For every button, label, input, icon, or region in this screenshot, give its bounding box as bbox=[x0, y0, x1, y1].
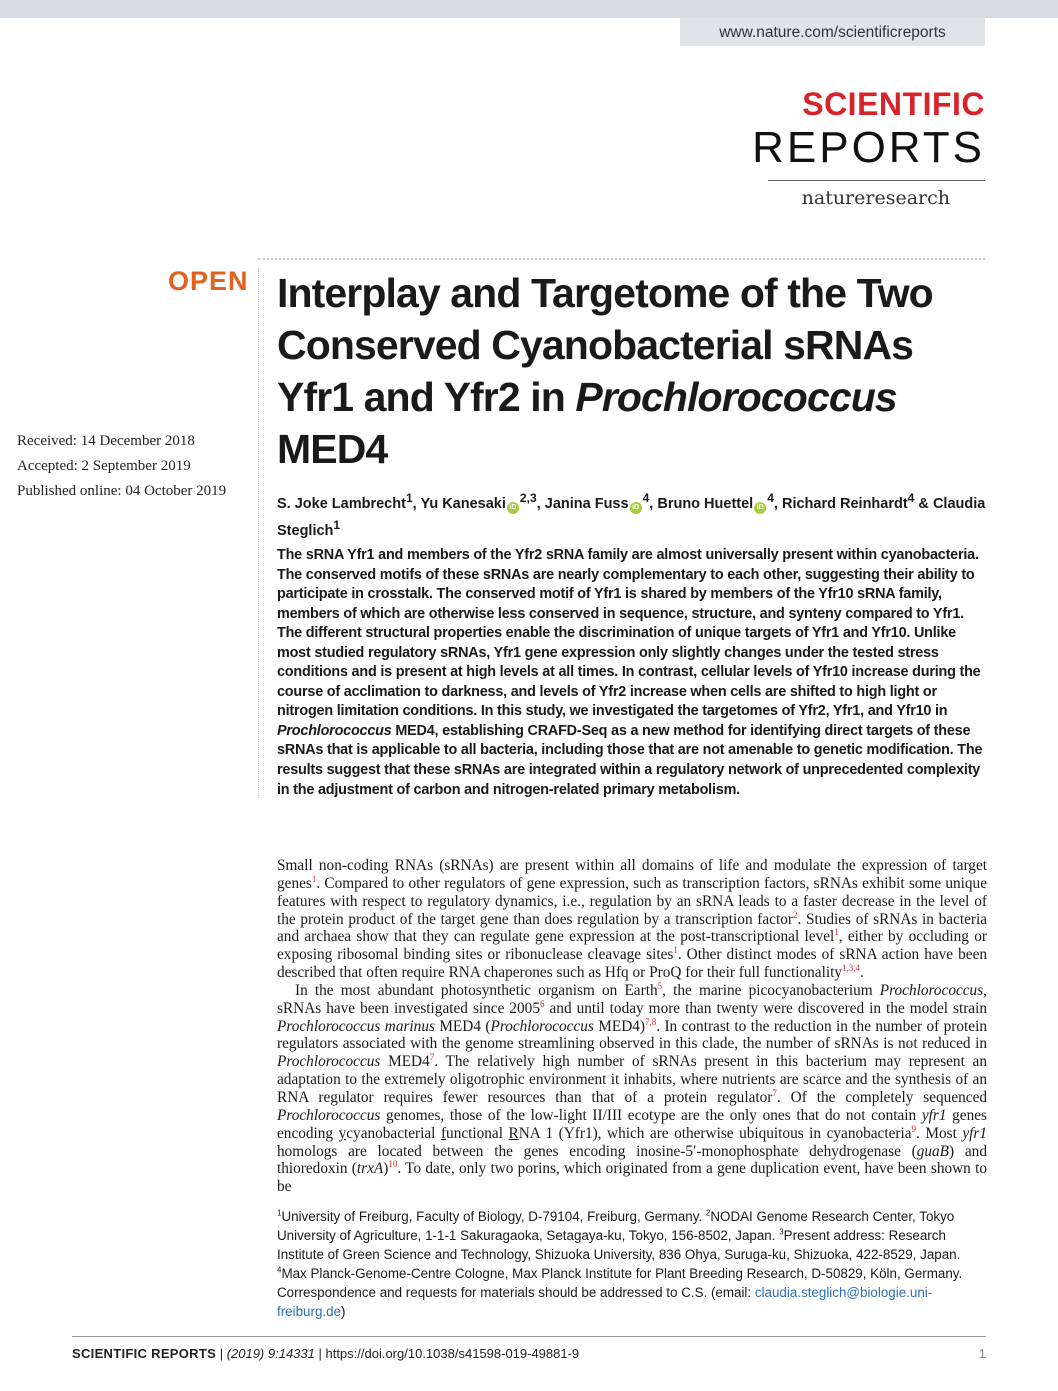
body-text: genes encoding bbox=[277, 1106, 987, 1142]
citation-ref[interactable]: 1 bbox=[311, 873, 317, 884]
body-text: In the most abundant photosynthetic organism on Earth bbox=[295, 981, 658, 999]
received-date: Received: 14 December 2018 bbox=[17, 433, 195, 449]
body-text: MED4 ( bbox=[434, 1017, 491, 1035]
citation-ref[interactable]: 7 bbox=[772, 1087, 777, 1098]
author-name[interactable]: Yu Kanesaki bbox=[420, 495, 506, 512]
affiliation-marker: 3 bbox=[779, 1227, 784, 1237]
title-organism: Prochlorococcus bbox=[575, 374, 897, 420]
orcid-icon[interactable]: iD bbox=[754, 502, 766, 514]
body-text: . Compared to other regulators of gene expression, such as transcription factors, sRNAs exhibit some unique features with respect to regulatory dynamics, i.e., regulation by an sRNA leads to a faster decrease in the level of the protein product of the target gene than does regulation by a transcription factor bbox=[277, 874, 987, 928]
author-affiliation: 1 bbox=[405, 491, 413, 505]
citation-ref[interactable]: 6 bbox=[539, 998, 545, 1009]
journal-logo-scientific: SCIENTIFIC bbox=[802, 86, 985, 122]
publisher-logo: natureresearch bbox=[801, 187, 950, 209]
affiliation-marker: 4 bbox=[277, 1265, 282, 1275]
body-text: homologs are located between the genes encoding inosine-5′-monophosphate dehydrogenase ( bbox=[277, 1142, 917, 1160]
citation-ref[interactable]: 5 bbox=[657, 980, 663, 991]
affiliation-text: Present address: Research Institute of Green Science and Technology, Shizuoka University, 836 Ohya, Suruga-ku, Shizuoka, 422-8529, Japan. bbox=[277, 1228, 961, 1262]
body-text: . To date, only two porins, which originated from a gene duplication event, have been shown to be bbox=[277, 1160, 987, 1196]
affiliation-text: ) bbox=[341, 1304, 346, 1319]
orcid-icon[interactable]: iD bbox=[630, 502, 642, 514]
page-footer bbox=[72, 1346, 579, 1361]
footer-journal: SCIENTIFIC REPORTS bbox=[72, 1346, 217, 1361]
published-date: Published online: 04 October 2019 bbox=[17, 483, 227, 499]
italic-term: Prochlorococcus marinus bbox=[277, 1017, 435, 1035]
body-text: . Other distinct modes of sRNA action have been described that often require RNA chaperones such as Hfq or ProQ for their full functionality bbox=[277, 946, 988, 982]
top-bar bbox=[0, 0, 1058, 18]
journal-url[interactable]: www.nature.com/scientificreports bbox=[680, 18, 985, 46]
margin-separator bbox=[258, 268, 260, 798]
body-text: , sRNAs have been investigated since 2005 bbox=[277, 981, 987, 1017]
body-text: Small non-coding RNAs (sRNAs) are present within all domains of life and modulate the expression of target genes bbox=[277, 857, 987, 892]
affiliation-text: Max Planck-Genome-Centre Cologne, Max Planck Institute for Plant Breeding Research, D-50829, Köln, Germany. Correspondence and requests for materials should be addressed to C.S. (email: bbox=[277, 1266, 963, 1300]
citation-ref[interactable]: 10 bbox=[388, 1159, 398, 1170]
citation-ref[interactable]: 1,3,4 bbox=[841, 962, 860, 973]
author-affiliation: 4 bbox=[642, 491, 650, 505]
abstract-text: The sRNA Yfr1 and members of the Yfr2 sRNA family are almost universally present within cyanobacteria. The conserved motifs of these sRNAs are nearly complementary to each other, suggesting their ability to participate in crosstalk. The conserved motif of Yfr1 is shared by members of the Yfr10 sRNA family, members of which are otherwise less conserved in sequence, structure, and synteny compared to Yfr1. The different structural properties enable the discrimination of unique targets of Yfr1 and Yfr10. Unlike most studied regulatory sRNAs, Yfr1 gene expression only slightly changes under the tested stress conditions and is present at high levels at all times. In contrast, cellular levels of Yfr10 increase during the course of acclimation to darkness, and levels of Yfr2 increase when cells are shifted to high light or nitrogen limitation conditions. In this study, we investigated the targetomes of Yfr2, Yfr1, and Yfr10 in bbox=[277, 547, 981, 720]
body-text: . The relatively high number of sRNAs present in this bacterium may represent an adaptation to the extremely oligotrophic environment it inhabits, where nutrients are scarce and the synthesis of an RNA regulator requires fewer resources than that of a protein regulator bbox=[277, 1053, 987, 1106]
body-paragraph-2 bbox=[277, 982, 987, 1196]
open-access-badge: OPEN bbox=[168, 266, 249, 296]
underlined-letter: y bbox=[338, 1124, 347, 1142]
body-text: cyanobacterial bbox=[346, 1124, 441, 1142]
title-text: Interplay and Targetome of the Two Conserved Cyanobacterial sRNAs Yfr1 and Yfr2 in bbox=[277, 270, 933, 420]
author-name[interactable]: Claudia Steglich bbox=[277, 495, 986, 539]
header-separator bbox=[258, 258, 985, 260]
author-name[interactable]: Bruno Huettel bbox=[657, 495, 754, 512]
underlined-letter: R bbox=[508, 1124, 519, 1142]
footer-citation: (2019) 9:14331 bbox=[226, 1346, 315, 1361]
citation-ref[interactable]: 2 bbox=[792, 909, 798, 920]
italic-term: guaB bbox=[916, 1142, 950, 1160]
body-text: . bbox=[859, 964, 864, 982]
italic-term: Prochlorococcus bbox=[277, 1106, 381, 1124]
author-name[interactable]: Janina Fuss bbox=[544, 495, 629, 512]
author-affiliation: 1 bbox=[333, 517, 341, 532]
body-text: . In contrast to the reduction in the number of protein regulators associated with the genome streamlining observed in this clade, the number of sRNAs is not reduced in bbox=[277, 1017, 987, 1053]
body-text: NA 1 (Yfr1), which are otherwise ubiquitous in cyanobacteria bbox=[518, 1124, 912, 1142]
author-conjunction: & bbox=[918, 495, 929, 512]
affiliation-marker: 1 bbox=[277, 1208, 282, 1218]
logo-divider bbox=[768, 180, 985, 181]
body-text: MED4 bbox=[380, 1053, 430, 1071]
article-body bbox=[277, 857, 987, 1196]
citation-ref[interactable]: 1 bbox=[834, 927, 839, 938]
author-name[interactable]: Richard Reinhardt bbox=[781, 495, 908, 512]
body-text: . Most bbox=[916, 1124, 963, 1142]
citation-ref[interactable]: 7,8 bbox=[644, 1016, 657, 1027]
body-text: ) bbox=[383, 1160, 389, 1178]
footer-separator: | bbox=[216, 1346, 227, 1361]
abstract-organism: Prochlorococcus bbox=[277, 722, 392, 739]
title-strain: MED4 bbox=[277, 426, 388, 472]
citation-ref[interactable]: 1 bbox=[673, 945, 678, 956]
body-text: . Of the completely sequenced bbox=[776, 1088, 988, 1106]
abstract-text-end: MED4, establishing CRAFD-Seq as a new method for identifying direct targets of these sRNAs that is applicable to all bacteria, including those that are not amenable to genetic modification. The results suggest that these sRNAs are integrated within a regulatory network of unprecedented complexity in the adjustment of carbon and nitrogen-related primary metabolism. bbox=[277, 722, 983, 798]
body-text: ) and thioredoxin ( bbox=[277, 1142, 987, 1178]
italic-term: Prochlorococcus bbox=[879, 981, 984, 999]
orcid-icon[interactable]: iD bbox=[507, 502, 519, 514]
email-link[interactable]: claudia.steglich@biologie.uni-freiburg.de bbox=[277, 1285, 933, 1319]
author-affiliation: 2,3 bbox=[519, 491, 537, 505]
underlined-letter: f bbox=[440, 1124, 447, 1142]
italic-term: yfr1 bbox=[962, 1124, 987, 1142]
article-dates bbox=[17, 429, 226, 504]
author-affiliation: 4 bbox=[767, 491, 774, 505]
footer-doi[interactable]: | https://doi.org/10.1038/s41598-019-49881-9 bbox=[314, 1346, 580, 1361]
citation-ref[interactable]: 9 bbox=[911, 1123, 917, 1134]
author-list: S. Joke Lambrecht$^1$, Yu Kanesaki iD$^{2,3}$, Janina Fuss $iD^4$, Bruno Huettel $iD^4$, Richard Reinhardt$^4$ & Claudia Steglich$^1$ bbox=[277, 491, 986, 539]
affiliations bbox=[277, 1207, 987, 1321]
body-text: unctional bbox=[446, 1124, 509, 1142]
abstract bbox=[277, 546, 987, 800]
italic-term: Prochlorococcus bbox=[490, 1017, 594, 1035]
italic-term: yfr1 bbox=[921, 1106, 947, 1124]
citation-ref[interactable]: 7 bbox=[429, 1052, 435, 1063]
accepted-date: Accepted: 2 September 2019 bbox=[17, 458, 191, 474]
body-text: , the marine picocyanobacterium bbox=[662, 981, 880, 999]
affiliation-text: NODAI Genome Research Center, Tokyo University of Agriculture, 1-1-1 Sakuragaoka, Setagaya-ku, Tokyo, 156-8502, Japan. bbox=[277, 1209, 955, 1243]
body-text: , either by occluding or exposing ribosomal binding sites or ribonuclease cleavage sites bbox=[277, 928, 987, 964]
body-text: and until today more than twenty were discovered in the model strain bbox=[544, 999, 987, 1017]
affiliation-marker: 2 bbox=[705, 1208, 711, 1218]
body-paragraph-1 bbox=[277, 857, 987, 982]
journal-logo-reports: REPORTS bbox=[752, 123, 985, 172]
italic-term: trxA bbox=[356, 1160, 384, 1178]
affiliation-text: University of Freiburg, Faculty of Biology, D-79104, Freiburg, Germany. bbox=[281, 1209, 706, 1224]
body-text: genomes, those of the low-light II/III ecotype are the only ones that do not contain bbox=[380, 1106, 922, 1124]
page-number: 1 bbox=[978, 1346, 986, 1361]
author-name[interactable]: S. Joke Lambrecht bbox=[277, 495, 406, 512]
author-affiliation: 4 bbox=[907, 491, 915, 505]
footer-divider bbox=[72, 1336, 986, 1337]
body-text: MED4) bbox=[593, 1017, 645, 1035]
body-text: . Studies of sRNAs in bacteria and archaea show that they can regulate gene expression at the post-transcriptional level bbox=[277, 910, 987, 946]
italic-term: Prochlorococcus bbox=[277, 1053, 381, 1071]
article-title bbox=[277, 267, 997, 475]
